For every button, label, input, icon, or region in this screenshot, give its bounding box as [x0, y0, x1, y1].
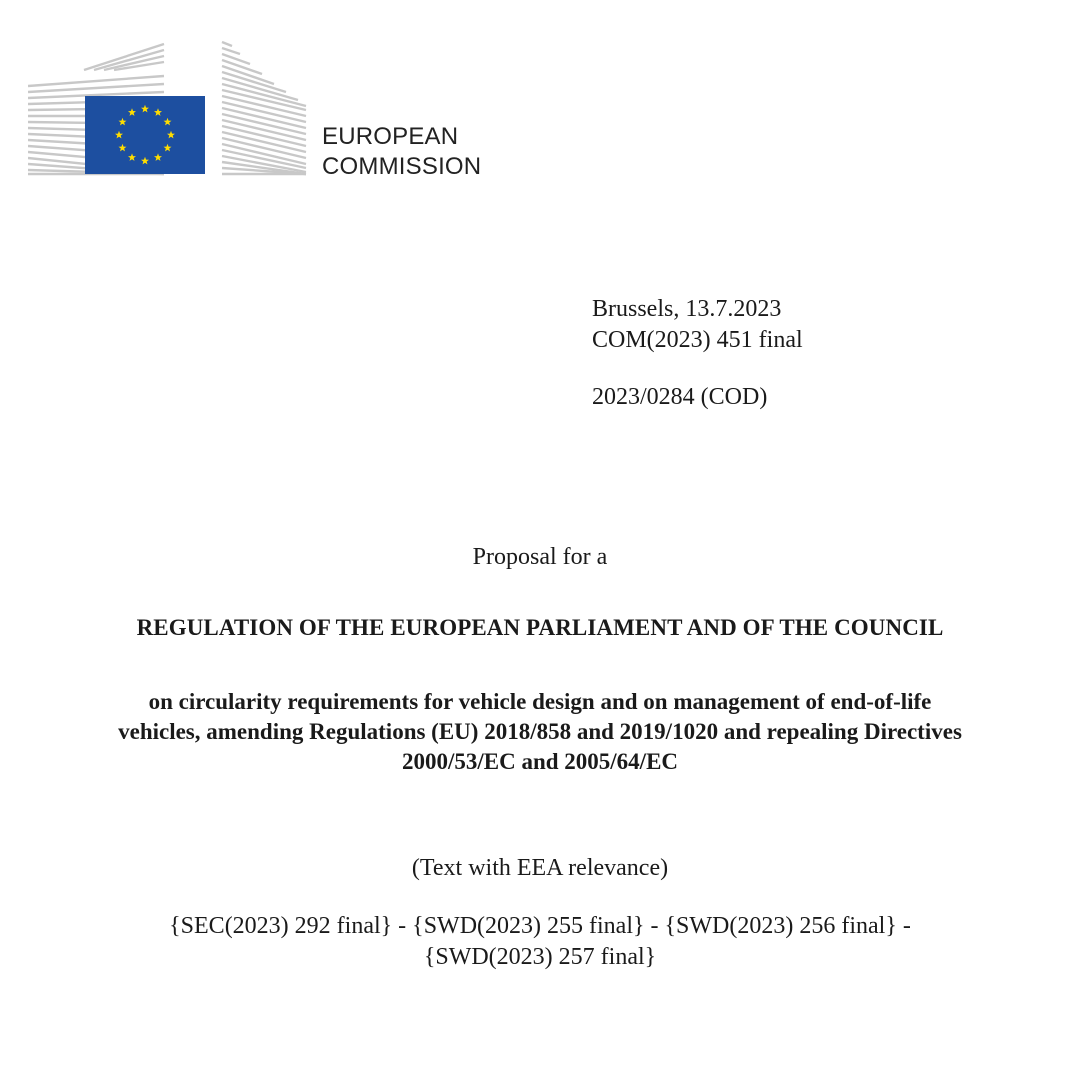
com-number: COM(2023) 451 final [592, 327, 803, 353]
proposal-intro: Proposal for a [472, 544, 608, 570]
subject-line-2: vehicles, amending Regulations (EU) 2018/858 and 2019/1020 and repealing Directives [118, 719, 962, 744]
subject-line-1: on circularity requirements for vehicle design and on management of end-of-life [148, 689, 932, 714]
document-reference [592, 294, 803, 413]
related-documents [20, 911, 1060, 973]
organisation-name [322, 122, 481, 182]
regulation-subject [20, 687, 1060, 777]
related-documents-line-1: {SEC(2023) 292 final} - {SWD(2023) 255 final} - {SWD(2023) 256 final} - [169, 913, 911, 939]
logo-building-lines-right [222, 42, 306, 174]
regulation-title: REGULATION OF THE EUROPEAN PARLIAMENT AND OF THE COUNCIL [136, 615, 944, 640]
place-and-date: Brussels, 13.7.2023 [592, 296, 782, 322]
organisation-name-line-2: COMMISSION [322, 153, 482, 180]
subject-line-3: 2000/53/EC and 2005/64/EC [401, 749, 679, 774]
procedure-number: 2023/0284 (COD) [592, 384, 768, 410]
european-commission-logo [28, 40, 318, 180]
eea-relevance-note: (Text with EEA relevance) [411, 855, 669, 881]
organisation-name-line-1: EUROPEAN [322, 123, 459, 150]
related-documents-line-2: {SWD(2023) 257 final} [423, 944, 657, 970]
